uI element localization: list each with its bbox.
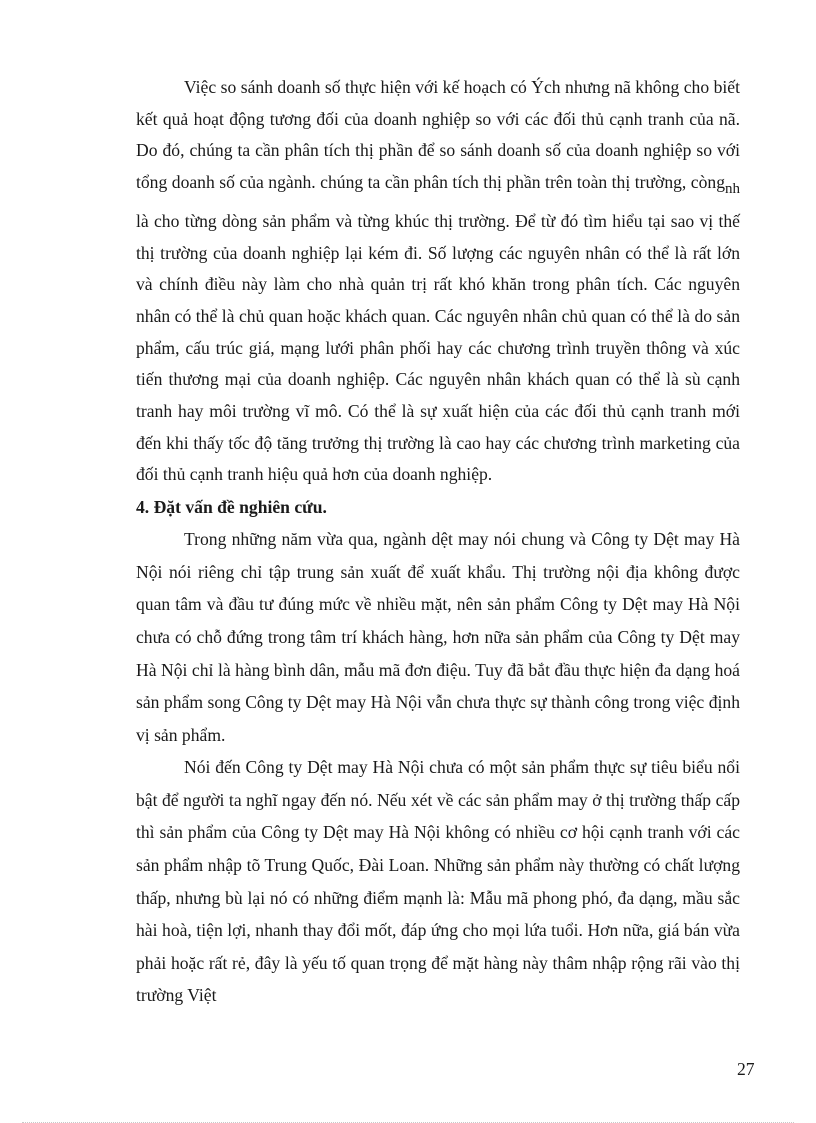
paragraph-text-continued: là cho từng dòng sản phẩm và từng khúc thị trường. Để từ đó tìm hiểu tại sao vị thế thị trường của doanh nghiệp lại kém đi. Số lượng các nguyên nhân có thể là rất lớn và chính điều này làm cho nhà quản trị rất khó khăn trong phân tích. Các nguyên nhân có thể là chủ quan hoặc khách quan. Các nguyên nhân chủ quan có thể là do sản phẩm, cấu trúc giá, mạng lưới phân phối hay các chương trình truyền thông và xúc tiến thương mại của doanh nghiệp. Các nguyên nhân khách quan có thể là sù cạnh tranh hay môi trường vĩ mô. Có thể là sự xuất hiện của các đối thủ cạnh tranh mới đến khi thấy tốc độ tăng trưởng thị trường là cao hay các chương trình marketing của đối thủ cạnh tranh hiệu quả hơn của doanh nghiệp. bbox=[136, 210, 740, 485]
paragraph-research-problem: Trong những năm vừa qua, ngành dệt may nói chung và Công ty Dệt may Hà Nội nói riêng chỉ tập trung sản xuất để xuất khẩu. Thị trường nội địa không được quan tâm và đầu tư đúng mức về nhiều mặt, nên sản phẩm Công ty Dệt may Hà Nội chưa có chỗ đứng trong tâm trí khách hàng, hơn nữa sản phẩm của Công ty Dệt may Hà Nội chỉ là hàng bình dân, mẫu mã đơn điệu. Tuy đã bắt đầu thực hiện đa dạng hoá sản phẩm song Công ty Dệt may Hà Nội vẫn chưa thực sự thành công trong việc định vị sản phẩm. bbox=[136, 529, 740, 745]
page-body bbox=[136, 72, 740, 1012]
page-number: 27 bbox=[737, 1059, 755, 1079]
paragraph-market-share-analysis bbox=[136, 72, 740, 491]
paragraph-competition: Nói đến Công ty Dệt may Hà Nội chưa có một sản phẩm thực sự tiêu biểu nổi bật để người ta nghĩ ngay đến nó. Nếu xét về các sản phẩm may ở thị trường thấp cấp thì sản phẩm của Công ty Dệt may Hà Nội không có nhiều cơ hội cạnh tranh với các sản phẩm nhập tõ Trung Quốc, Đài Loan. Những sản phẩm này thường có chất lượng thấp, nhưng bù lại nó có những điểm mạnh là: Mẫu mã phong phó, đa dạng, mầu sắc hài hoà, tiện lợi, nhanh thay đổi mốt, đáp ứng cho mọi lứa tuổi. Hơn nữa, giá bán vừa phải hoặc rất rẻ, đây là yếu tố quan trọng để mặt hàng này thâm nhập rộng rãi vào thị trường Việt bbox=[136, 757, 740, 1006]
subscript-fragment: nh bbox=[725, 181, 740, 198]
paragraph-text: Việc so sánh doanh số thực hiện với kế hoạch có Ých nhưng nã không cho biết kết quả hoạt động tương đối của doanh nghiệp so với các đối thủ cạnh tranh của nã. Do đó, chúng ta cần phân tích thị phần để so sánh doanh số của doanh nghiệp so với tổng doanh số của ngành. chúng ta cần phân tích thị phần trên toàn thị trường, còng bbox=[136, 77, 740, 193]
section-heading: 4. Đặt vấn đề nghiên cứu. bbox=[136, 497, 327, 518]
